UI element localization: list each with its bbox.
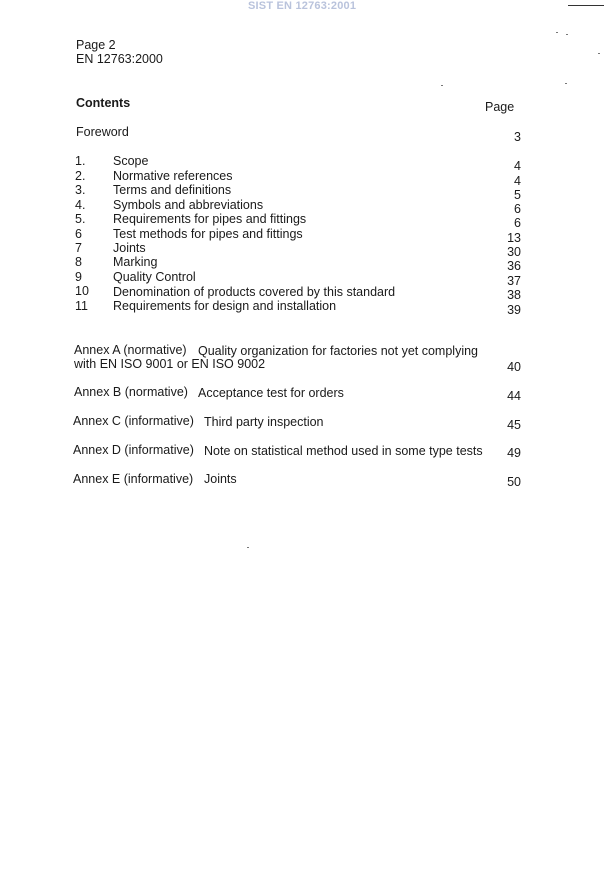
document-id: EN 12763:2000 <box>76 52 163 66</box>
annex-page: 44 <box>507 389 521 403</box>
section-page: 36 <box>507 259 521 273</box>
annex-title: Third party inspection <box>204 415 324 429</box>
section-number: 7 <box>75 241 82 255</box>
corner-rule <box>568 5 604 6</box>
scan-speck <box>556 32 558 33</box>
section-title: Joints <box>113 241 146 255</box>
scan-speck <box>565 83 567 84</box>
section-page: 37 <box>507 274 521 288</box>
foreword-page: 3 <box>514 130 521 144</box>
section-number: 10 <box>75 284 89 298</box>
section-page: 4 <box>514 159 521 173</box>
section-title: Terms and definitions <box>113 183 232 197</box>
section-page: 38 <box>507 288 521 302</box>
annex-title: Joints <box>204 472 237 486</box>
foreword-label: Foreword <box>76 125 129 139</box>
section-page: 13 <box>507 231 521 245</box>
annex-page: 40 <box>507 360 521 374</box>
section-number: 4. <box>75 198 86 212</box>
scan-speck <box>247 547 249 548</box>
annex-title: Note on statistical method used in some type tests <box>204 444 483 458</box>
section-title: Marking <box>113 255 158 269</box>
annex-label: Annex B (normative) <box>74 385 188 399</box>
annex-page: 50 <box>507 475 521 489</box>
section-page: 39 <box>507 303 521 317</box>
section-page: 30 <box>507 245 521 259</box>
page-column-heading: Page <box>485 100 515 114</box>
page-number: Page 2 <box>76 38 116 52</box>
annex-page: 45 <box>507 418 521 432</box>
section-title: Denomination of products covered by this standard <box>113 285 396 299</box>
section-title: Test methods for pipes and fittings <box>113 227 303 241</box>
section-title: Scope <box>113 154 149 168</box>
contents-title: Contents <box>76 96 131 110</box>
section-number: 1. <box>75 154 86 168</box>
section-title: Symbols and abbreviations <box>113 198 264 212</box>
scan-speck <box>441 85 443 86</box>
annex-label: Annex C (informative) <box>73 414 194 428</box>
annex-title-continued: with EN ISO 9001 or EN ISO 9002 <box>74 357 266 371</box>
section-number: 2. <box>75 169 86 183</box>
section-number: 3. <box>75 183 86 197</box>
section-number: 11 <box>75 299 88 313</box>
annex-title: Acceptance test for orders <box>198 386 344 400</box>
section-number: 5. <box>75 212 86 226</box>
annex-page: 49 <box>507 446 521 460</box>
annex-label: Annex D (informative) <box>73 443 194 457</box>
annex-label: Annex A (normative) <box>74 343 187 357</box>
scan-speck <box>598 53 600 54</box>
annex-title: Quality organization for factories not yet complying <box>198 344 478 358</box>
scan-speck <box>566 34 568 35</box>
section-title: Quality Control <box>113 270 196 284</box>
section-title: Normative references <box>113 169 233 183</box>
section-page: 5 <box>514 188 521 202</box>
section-page: 6 <box>514 202 521 216</box>
section-number: 6 <box>75 227 82 241</box>
watermark: SIST EN 12763:2001 <box>248 0 357 12</box>
section-title: Requirements for pipes and fittings <box>113 212 307 226</box>
section-page: 6 <box>514 216 521 230</box>
section-number: 9 <box>75 270 82 284</box>
section-number: 8 <box>75 255 82 269</box>
section-title: Requirements for design and installation <box>113 299 337 313</box>
section-page: 4 <box>514 174 521 188</box>
annex-label: Annex E (informative) <box>73 472 194 486</box>
